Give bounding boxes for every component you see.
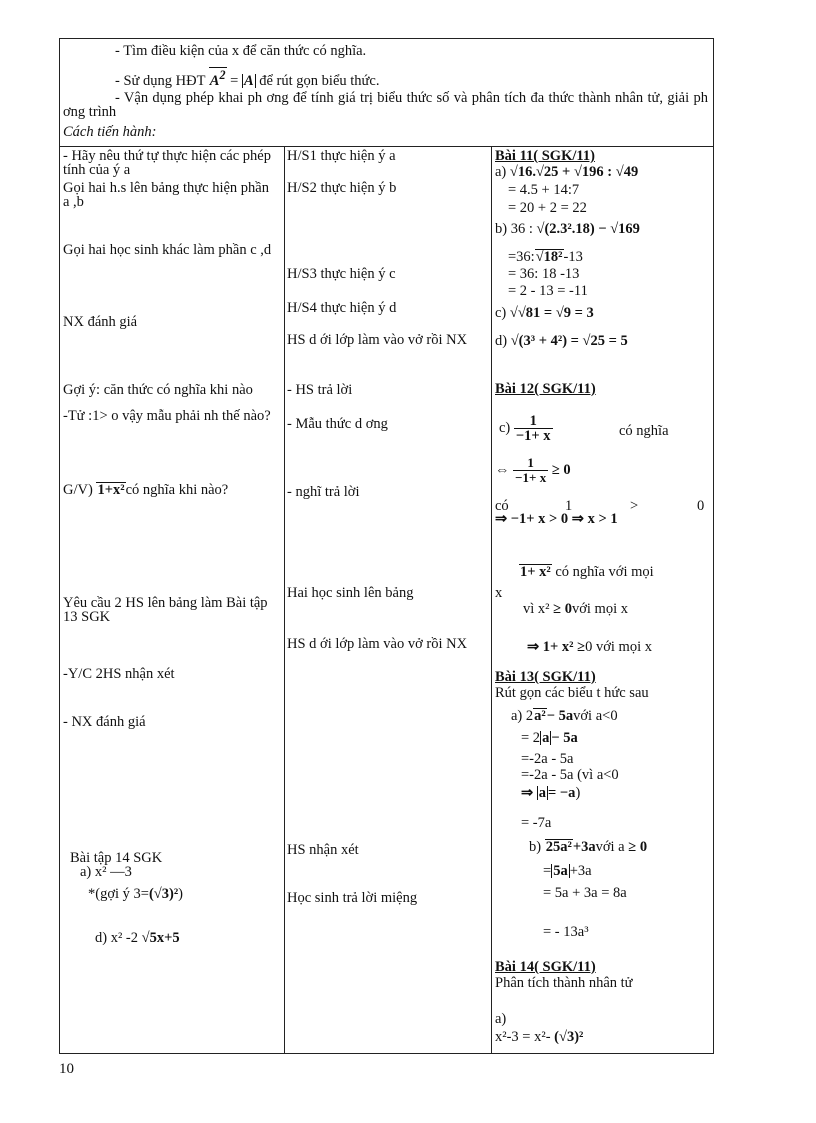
bai12-imp2-line: [527, 640, 652, 654]
bai12-c-suffix: có nghĩa: [619, 423, 669, 439]
bai13-b-prefix: b): [529, 839, 542, 855]
intro-line-2-suffix: để rút gọn biểu thức.: [259, 72, 380, 89]
col1-item-f: -Tử :1> o vậy mẫu phải nh thế nào?: [63, 408, 271, 424]
bai13-a-radical: a²: [534, 708, 546, 724]
bai14-l1-math: (√3)²: [554, 1029, 584, 1045]
bai12-fraction-2: [513, 456, 548, 485]
col1-item-h: Yêu cầu 2 HS lên bảng làm Bài tập 13 SGK: [63, 595, 268, 625]
bai11-d-label: d): [495, 333, 508, 349]
bai13-line-2: =-2a - 5a: [521, 751, 574, 767]
bai13-line-3: =-2a - 5a (vì a<0: [521, 767, 619, 783]
bai13-b-math: +3a: [572, 839, 596, 855]
col1-item-k-d: [95, 931, 180, 945]
bai13-title: Bài 13( SGK/11): [495, 669, 596, 685]
bai12-vi-math: ≥ 0: [553, 601, 572, 617]
intro-line-2: - Sử dụng HĐT $A^2 = A$ để rút gọn biểu thức.: [115, 68, 380, 89]
bai12-vi: vì x²: [523, 601, 550, 617]
bai11-l3-prefix: =36:: [508, 249, 535, 265]
bai13-subtitle: Rút gọn các biểu t hức sau: [495, 685, 649, 701]
col1-item-j: - NX đánh giá: [63, 714, 146, 730]
bai11-line-2: = 20 + 2 = 22: [508, 200, 587, 216]
bai13-l6-suffix: +3a: [569, 863, 592, 879]
col2-item-d: H/S4 thực hiện ý d: [287, 300, 397, 316]
bai11-line-4: = 36: 18 -13: [508, 266, 580, 282]
bai11-b-label: b) 36 :: [495, 221, 533, 237]
bai12-implies: ⇒ −1+ x > 0 ⇒ x > 1: [495, 511, 618, 527]
bai11-a-label: a): [495, 164, 507, 180]
bai12-radical-line: [519, 564, 654, 579]
col1-item-k-hint: [88, 887, 183, 901]
col2-item-l: Học sinh trả lời miệng: [287, 890, 418, 906]
col2-item-h: - nghĩ trả lời: [287, 484, 360, 500]
col2-item-g: - Mẫu thức d ơng: [287, 416, 388, 432]
intro-line-1: - Tìm điều kiện của x để căn thức có nghĩa.: [115, 43, 367, 59]
col1-item-e: Gợi ý: căn thức có nghĩa khi nào: [63, 382, 253, 398]
bai13-b-suffix: với a: [595, 839, 625, 855]
content-column: [491, 146, 713, 1053]
bai12-radical-suffix: có nghĩa với mọi: [555, 564, 654, 580]
bai12-fraction: [514, 414, 553, 443]
col2-item-i: Hai học sinh lên bảng: [287, 585, 414, 601]
col1-item-a: - Hãy nêu thứ tự thực hiện các phép tính của ý a: [63, 148, 271, 178]
bai12-frac-den: −1+ x: [515, 428, 551, 444]
bai12-imp2-suffix: 0 với mọi x: [585, 639, 652, 655]
bai14-l1-prefix: x²-3 = x²-: [495, 1029, 551, 1045]
bai12-iff-line: [495, 456, 571, 485]
col1-kd-math: √5x+5: [141, 930, 180, 946]
bai13-line-1: [521, 731, 578, 745]
bai13-l1-abs: a: [542, 730, 550, 746]
bai11-line-1: = 4.5 + 14:7: [508, 182, 580, 198]
bai11-line-5: = 2 - 13 = -11: [508, 283, 588, 299]
col1-g-suffix: có nghĩa khi nào?: [125, 482, 229, 498]
bai13-l6-abs: 5a: [553, 863, 568, 879]
lesson-table: [59, 38, 714, 1054]
intro-block: [60, 39, 713, 147]
bai14-title: Bài 14( SGK/11): [495, 959, 596, 975]
bai14-line-1: [495, 1030, 583, 1044]
col1-item-k: Bài tập 14 SGK: [70, 850, 163, 866]
col1-item-i: -Y/C 2HS nhận xét: [63, 666, 175, 682]
bai11-a-math: √16.√25 + √196 : √49: [509, 164, 639, 180]
bai12-vi-line: [523, 602, 628, 616]
bai11-title: Bài 11( SGK/11): [495, 148, 595, 164]
bai11-c: [495, 306, 594, 320]
col1-item-c: Gọi hai học sinh khác làm phần c ,d: [63, 242, 272, 258]
col2-item-b: H/S2 thực hiện ý b: [287, 180, 397, 196]
bai13-l4-abs: a: [538, 785, 547, 801]
bai11-l3-suffix: -13: [563, 249, 583, 265]
section-label: Cách tiến hành:: [63, 124, 157, 140]
bai14-subtitle: Phân tích thành nhân tử: [495, 975, 633, 991]
bai12-x: x: [495, 585, 503, 601]
bai13-line-8: = - 13a³: [543, 924, 589, 940]
page-number: 10: [59, 1061, 74, 1077]
bai11-b: [495, 222, 640, 236]
bai12-frac-num: 1: [514, 414, 553, 429]
bai12-gt: >: [630, 498, 639, 514]
col2-item-c: H/S3 thực hiện ý c: [287, 266, 396, 282]
bai12-one: 1: [565, 498, 573, 514]
bai13-b: [529, 839, 647, 854]
bai13-line-6: [543, 864, 592, 878]
col1-g-prefix: G/V): [63, 482, 93, 498]
bai13-b-ge: ≥ 0: [628, 839, 648, 855]
col1-hint-suffix: ): [178, 886, 184, 902]
col1-item-d: NX đánh giá: [63, 314, 138, 330]
bai12-iff: ⇔: [495, 461, 510, 478]
bai13-line-5: = -7a: [521, 815, 552, 831]
col2-item-e: HS d ới lớp làm vào vở rồi NX: [287, 332, 468, 348]
bai13-l6-prefix: =: [543, 863, 552, 879]
col1-item-b: Gọi hai h.s lên bảng thực hiện phần a ,b: [63, 180, 269, 210]
bai13-l1-prefix: = 2: [521, 730, 541, 746]
bai11-a: [495, 165, 638, 179]
bai11-line-3: [508, 249, 583, 264]
bai11-c-label: c): [495, 305, 507, 321]
col2-item-k: HS nhận xét: [287, 842, 359, 858]
col1-item-g: [63, 482, 279, 497]
bai13-l4-math: = −a: [548, 785, 576, 801]
bai13-line-7: = 5a + 3a = 8a: [543, 885, 627, 901]
student-column: [284, 146, 492, 1053]
bai12-title: Bài 12( SGK/11): [495, 381, 596, 397]
formula-abs-a: A: [243, 72, 254, 89]
bai12-frac2-num: 1: [513, 456, 548, 471]
bai13-a: [511, 708, 618, 723]
bai13-l4-suffix: ): [575, 785, 581, 801]
col2-item-f: - HS trả lời: [287, 382, 353, 398]
bai12-c-label: c): [499, 419, 511, 436]
bai12-c: [499, 414, 709, 443]
teacher-column: [60, 146, 285, 1053]
bai12-zero: 0: [697, 498, 705, 514]
formula-exp: 2: [219, 68, 226, 82]
col1-item-k-a: a) x² —3: [80, 864, 132, 880]
bai13-b-radical: 25a²: [545, 839, 572, 855]
bai11-c-math: √√81 = √9 = 3: [509, 305, 594, 321]
bai12-vi-suffix: với mọi x: [571, 601, 628, 617]
bai13-a-math: − 5a: [546, 708, 574, 724]
bai11-b-math: √(2.3².18) − √169: [536, 221, 640, 237]
bai12-imp2: ⇒ 1+ x² ≥: [527, 639, 586, 655]
col2-item-j: HS d ới lớp làm vào vở rồi NX: [287, 636, 468, 652]
bai12-radical: 1+ x²: [520, 564, 551, 580]
bai12-ge0: ≥ 0: [551, 461, 571, 478]
bai14-a: a): [495, 1011, 507, 1027]
col1-hint-math: (√3)²: [148, 886, 179, 902]
col1-hint-prefix: *(gợi ý 3=: [88, 886, 149, 902]
bai13-l4-prefix: ⇒: [521, 785, 534, 801]
bai13-l1-suffix: − 5a: [551, 730, 578, 746]
bai11-d-math: √(3³ + 4²) = √25 = 5: [510, 333, 628, 349]
intro-line-2-prefix: - Sử dụng HĐT: [115, 72, 206, 89]
bai13-a-suffix: với a<0: [573, 708, 618, 724]
bai13-a-prefix: a) 2: [511, 708, 534, 724]
intro-line-3: - Vận dụng phép khai ph ơng để tính giá trị biểu thức số và phân tích đa thức thành nhân tử, giải ph ơng trình: [63, 90, 708, 120]
bai11-l3-math: √18²: [535, 249, 563, 265]
formula-sqrt-a2: [209, 67, 227, 88]
bai13-line-4: [521, 786, 580, 800]
col2-item-a: H/S1 thực hiện ý a: [287, 148, 396, 164]
formula-a: A: [209, 72, 220, 89]
col1-kd-prefix: d) x² -2: [95, 930, 139, 946]
bai12-frac2-den: −1+ x: [515, 470, 547, 485]
bai12-co: có: [495, 498, 509, 514]
col1-g-radical: 1+x²: [97, 482, 125, 498]
bai11-d: [495, 334, 628, 348]
